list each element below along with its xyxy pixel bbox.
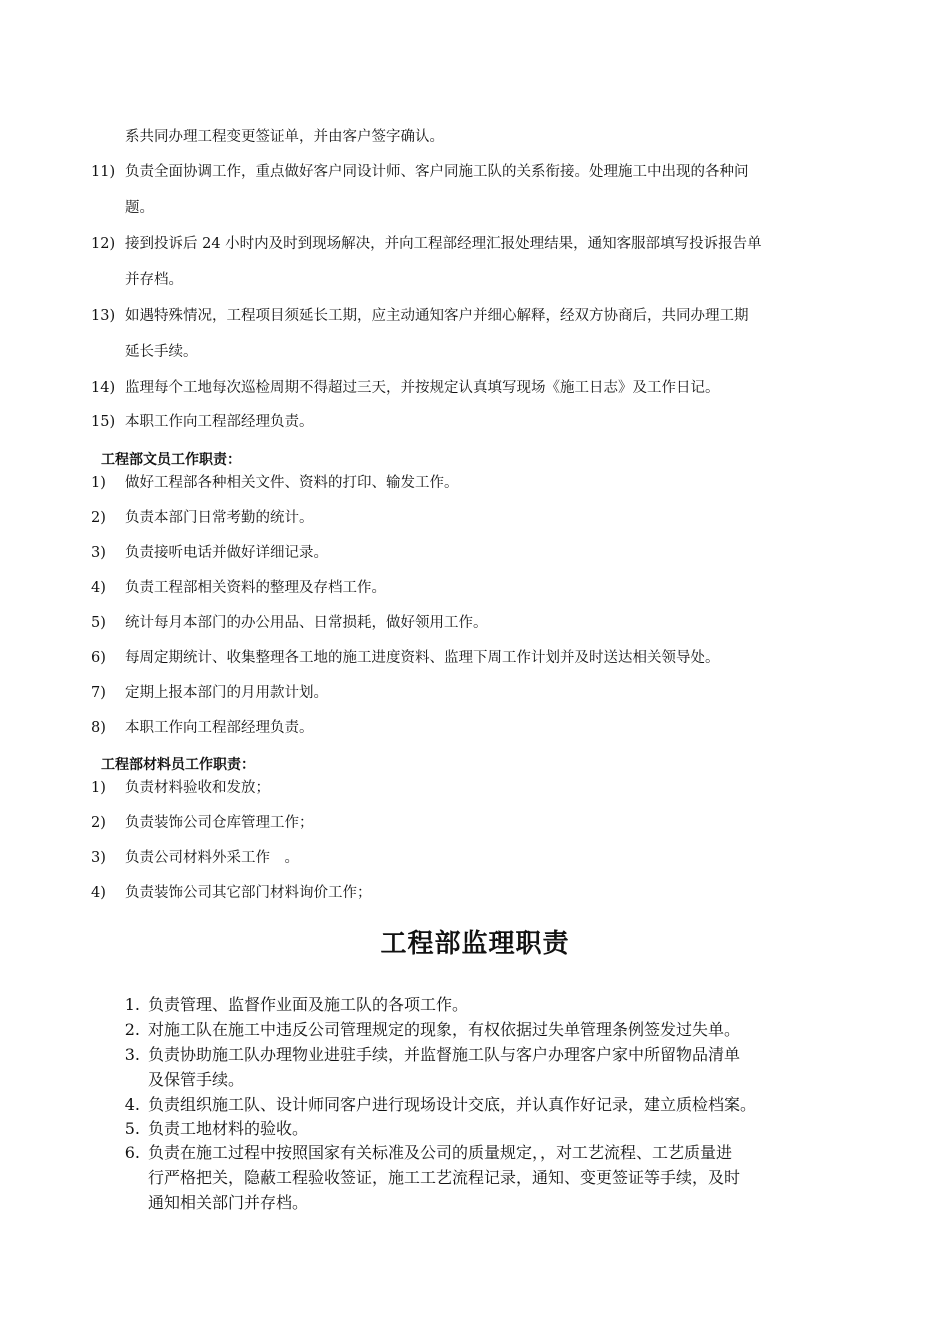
clerk-duties-heading: 工程部文员工作职责： [101, 452, 241, 468]
list-item-text: 每周定期统计、收集整理各工地的施工进度资料、监理下周工作计划并及时送达相关领导处。 [125, 650, 720, 666]
list-item-text: 本职工作向工程部经理负责。 [125, 414, 314, 430]
list-item-text: 如遇特殊情况，工程项目须延长工期，应主动通知客户并细心解释，经双方协商后，共同办理工期 [125, 308, 749, 324]
list-item-number: 5. [124, 1119, 140, 1138]
list-item-number: 4) [91, 885, 106, 901]
list-item-text: 负责管理、监督作业面及施工队的各项工作。 [148, 995, 469, 1014]
list-item-text: 做好工程部各种相关文件、资料的打印、输发工作。 [125, 475, 459, 491]
list-item-text: 负责材料验收和发放； [125, 780, 270, 796]
list-item-number: 1) [91, 475, 106, 491]
list-item-text: 负责组织施工队、设计师同客户进行现场设计交底，并认真作好记录，建立质检档案。 [148, 1095, 757, 1114]
list-item-number: 13) [91, 308, 116, 324]
list-item-text: 负责工程部相关资料的整理及存档工作。 [125, 580, 386, 596]
list-item-text: 定期上报本部门的月用款计划。 [125, 685, 328, 701]
list-item-text: 负责本部门日常考勤的统计。 [125, 510, 314, 526]
list-item-text: 负责全面协调工作，重点做好客户同设计师、客户同施工队的关系衔接。处理施工中出现的各种问 [125, 164, 749, 180]
list-item-number: 2) [91, 510, 106, 526]
list-item-text: 负责装饰公司仓库管理工作； [125, 815, 314, 831]
list-item-number: 4) [91, 580, 106, 596]
list-item-number: 2. [124, 1020, 140, 1039]
list-item-number: 3) [91, 850, 106, 866]
list-item-text: 统计每月本部门的办公用品、日常损耗，做好领用工作。 [125, 615, 488, 631]
list-item-text: 负责装饰公司其它部门材料询价工作； [125, 885, 372, 901]
list-item-text: 题。 [125, 200, 154, 216]
list-item-text: 负责公司材料外采工作 。 [125, 850, 299, 866]
list-item-number: 2) [91, 815, 106, 831]
list-item-number: 3) [91, 545, 106, 561]
list-item-text: 监理每个工地每次巡检周期不得超过三天，并按规定认真填写现场《施工日志》及工作日记。 [125, 380, 720, 396]
list-item-text: 负责协助施工队办理物业进驻手续，并监督施工队与客户办理客户家中所留物品清单 [148, 1045, 741, 1064]
material-duties-heading: 工程部材料员工作职责： [101, 757, 255, 773]
list-item-number: 11) [91, 164, 116, 180]
list-item-number: 12) [91, 236, 116, 252]
list-item-text: 接到投诉后 24 小时内及时到现场解决，并向工程部经理汇报处理结果，通知客服部填写投诉报告单 [125, 236, 762, 252]
list-item-text: 负责工地材料的验收。 [148, 1119, 309, 1138]
list-item-text: 通知相关部门并存档。 [148, 1193, 309, 1212]
list-item-number: 15) [91, 414, 116, 430]
list-item-number: 1) [91, 780, 106, 796]
list-item-number: 1. [124, 995, 140, 1014]
list-item-number: 6) [91, 650, 106, 666]
list-item-text: 对施工队在施工中违反公司管理规定的现象，有权依据过失单管理条例签发过失单。 [148, 1020, 741, 1039]
page-title: 工程部监理职责 [380, 929, 570, 959]
list-item-text: 系共同办理工程变更签证单，并由客户签字确认。 [125, 129, 444, 145]
list-item-number: 14) [91, 380, 116, 396]
list-item-number: 7) [91, 685, 106, 701]
list-item-number: 3. [124, 1045, 140, 1064]
list-item-number: 6. [124, 1143, 140, 1162]
list-item-text: 并存档。 [125, 272, 183, 288]
list-item-text: 本职工作向工程部经理负责。 [125, 720, 314, 736]
list-item-number: 8) [91, 720, 106, 736]
list-item-text: 行严格把关，隐蔽工程验收签证，施工工艺流程记录，通知、变更签证等手续，及时 [148, 1168, 741, 1187]
list-item-text: 负责在施工过程中按照国家有关标准及公司的质量规定，，对工艺流程、工艺质量进 [148, 1143, 733, 1162]
list-item-number: 5) [91, 615, 106, 631]
list-item-text: 及保管手续。 [148, 1070, 245, 1089]
list-item-text: 负责接听电话并做好详细记录。 [125, 545, 328, 561]
list-item-number: 4. [124, 1095, 140, 1114]
list-item-text: 延长手续。 [125, 344, 198, 360]
